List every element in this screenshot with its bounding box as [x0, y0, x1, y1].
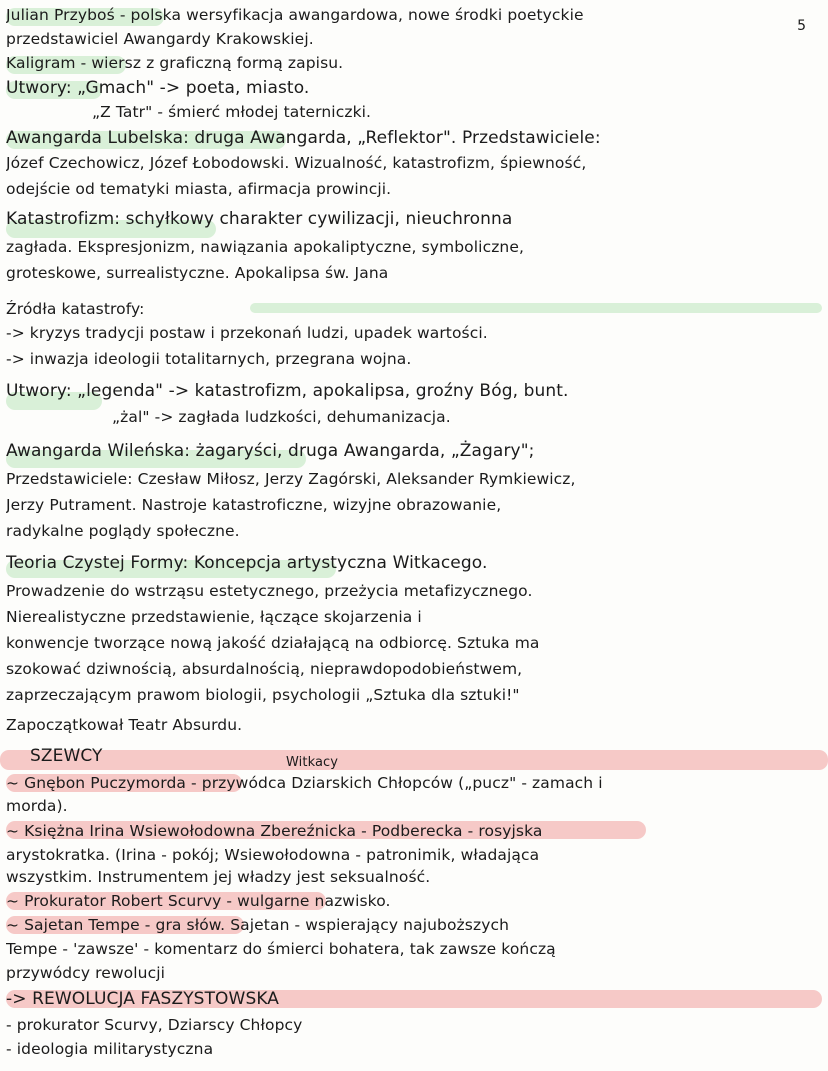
note-line: arystokratka. (Irina - pokój; Wsiewołodowna - patronimik, władająca	[6, 846, 540, 864]
note-line: zagłada. Ekspresjonizm, nawiązania apokaliptyczne, symboliczne,	[6, 238, 525, 256]
note-line: odejście od tematyki miasta, afirmacja prowincji.	[6, 180, 392, 198]
note-line: -> inwazja ideologii totalitarnych, przegrana wojna.	[6, 350, 412, 368]
note-line: ~ Księżna Irina Wsiewołodowna Zbereźnicka - Podberecka - rosyjska	[6, 822, 543, 840]
note-line: -> kryzys tradycji postaw i przekonań ludzi, upadek wartości.	[6, 324, 488, 342]
note-line: przywódcy rewolucji	[6, 964, 166, 982]
note-line: Katastrofizm: schyłkowy charakter cywilizacji, nieuchronna	[6, 209, 513, 229]
note-line: Nierealistyczne przedstawienie, łączące skojarzenia i	[6, 608, 422, 626]
note-line: -> REWOLUCJA FASZYSTOWSKA	[6, 989, 280, 1009]
note-line: SZEWCY	[30, 746, 103, 766]
note-line: przedstawiciel Awangardy Krakowskiej.	[6, 30, 314, 48]
page-number: 5	[797, 18, 806, 34]
note-line: Józef Czechowicz, Józef Łobodowski. Wizualność, katastrofizm, śpiewność,	[6, 154, 587, 172]
note-line: Jerzy Putrament. Nastroje katastroficzne, wizyjne obrazowanie,	[6, 496, 502, 514]
note-line: groteskowe, surrealistyczne. Apokalipsa św. Jana	[6, 264, 389, 282]
note-line: Źródła katastrofy:	[6, 300, 145, 318]
note-line: Julian Przyboś - polska wersyfikacja awangardowa, nowe środki poetyckie	[6, 6, 584, 24]
note-line: Teoria Czystej Formy: Koncepcja artystyczna Witkacego.	[6, 553, 488, 573]
note-line: Tempe - 'zawsze' - komentarz do śmierci bohatera, tak zawsze kończą	[6, 940, 556, 958]
note-line: konwencje tworzące nową jakość działającą na odbiorcę. Sztuka ma	[6, 634, 540, 652]
note-line: - ideologia militarystyczna	[6, 1040, 214, 1058]
note-line: Zapoczątkował Teatr Absurdu.	[6, 716, 243, 734]
note-line: zaprzeczającym prawom biologii, psychologii „Sztuka dla sztuki!"	[6, 686, 520, 704]
note-line: ~ Sajetan Tempe - gra słów. Sajetan - wspierający najuboższych	[6, 916, 510, 934]
note-line: Utwory: „Gmach" -> poeta, miasto.	[6, 78, 310, 98]
note-line: Awangarda Lubelska: druga Awangarda, „Reflektor". Przedstawiciele:	[6, 128, 601, 148]
note-line: Witkacy	[286, 755, 339, 770]
note-line: Przedstawiciele: Czesław Miłosz, Jerzy Zagórski, Aleksander Rymkiewicz,	[6, 470, 576, 488]
note-line: „żal" -> zagłada ludzkości, dehumanizacja.	[112, 408, 451, 426]
note-line: wszystkim. Instrumentem jej władzy jest seksualność.	[6, 868, 431, 886]
note-line: morda).	[6, 797, 68, 815]
note-line: radykalne poglądy społeczne.	[6, 522, 240, 540]
note-line: ~ Prokurator Robert Scurvy - wulgarne nazwisko.	[6, 892, 391, 910]
note-line: ~ Gnębon Puczymorda - przywódca Dziarskich Chłopców („pucz" - zamach i	[6, 774, 603, 792]
note-line: Kaligram - wiersz z graficzną formą zapisu.	[6, 54, 344, 72]
highlight-szewcy	[0, 750, 828, 770]
note-line: szokować dziwnością, absurdalnością, nieprawdopodobieństwem,	[6, 660, 523, 678]
note-line: Awangarda Wileńska: żagaryści, druga Awangarda, „Żagary";	[6, 441, 535, 461]
note-line: „Z Tatr" - śmierć młodej taterniczki.	[92, 103, 372, 121]
note-line: Prowadzenie do wstrząsu estetycznego, przeżycia metafizycznego.	[6, 582, 533, 600]
note-line: - prokurator Scurvy, Dziarscy Chłopcy	[6, 1016, 303, 1034]
note-line: Utwory: „legenda" -> katastrofizm, apokalipsa, groźny Bóg, bunt.	[6, 381, 569, 401]
